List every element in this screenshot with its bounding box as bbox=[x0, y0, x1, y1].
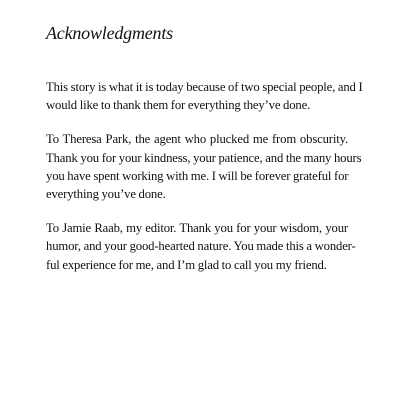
body-text bbox=[46, 78, 363, 290]
paragraph-line: To Jamie Raab, my editor. Thank you for your wisdom, your bbox=[46, 221, 348, 236]
paragraph-2 bbox=[46, 130, 362, 203]
paragraph-line: humor, and your good-hearted nature. You made this a wonder- bbox=[46, 239, 356, 254]
page-heading: Acknowledgments bbox=[46, 23, 173, 43]
paragraph-line: This story is what it is today because of two special people, and I bbox=[46, 80, 363, 94]
paragraph-line: everything you’ve done. bbox=[46, 187, 166, 202]
paragraph-line: Thank you for your kindness, your patience, and the many hours bbox=[46, 150, 362, 165]
paragraph-3 bbox=[46, 219, 356, 274]
paragraph-line: ful experience for me, and I’m glad to call you my friend. bbox=[46, 257, 327, 272]
paragraph-line: you have spent working with me. I will be forever grateful for bbox=[46, 168, 349, 183]
paragraph-line: To Theresa Park, the agent who plucked me from obscurity. bbox=[46, 132, 348, 147]
paragraph-1 bbox=[46, 78, 363, 114]
paragraph-line: would like to thank them for everything they’ve done. bbox=[46, 98, 311, 113]
